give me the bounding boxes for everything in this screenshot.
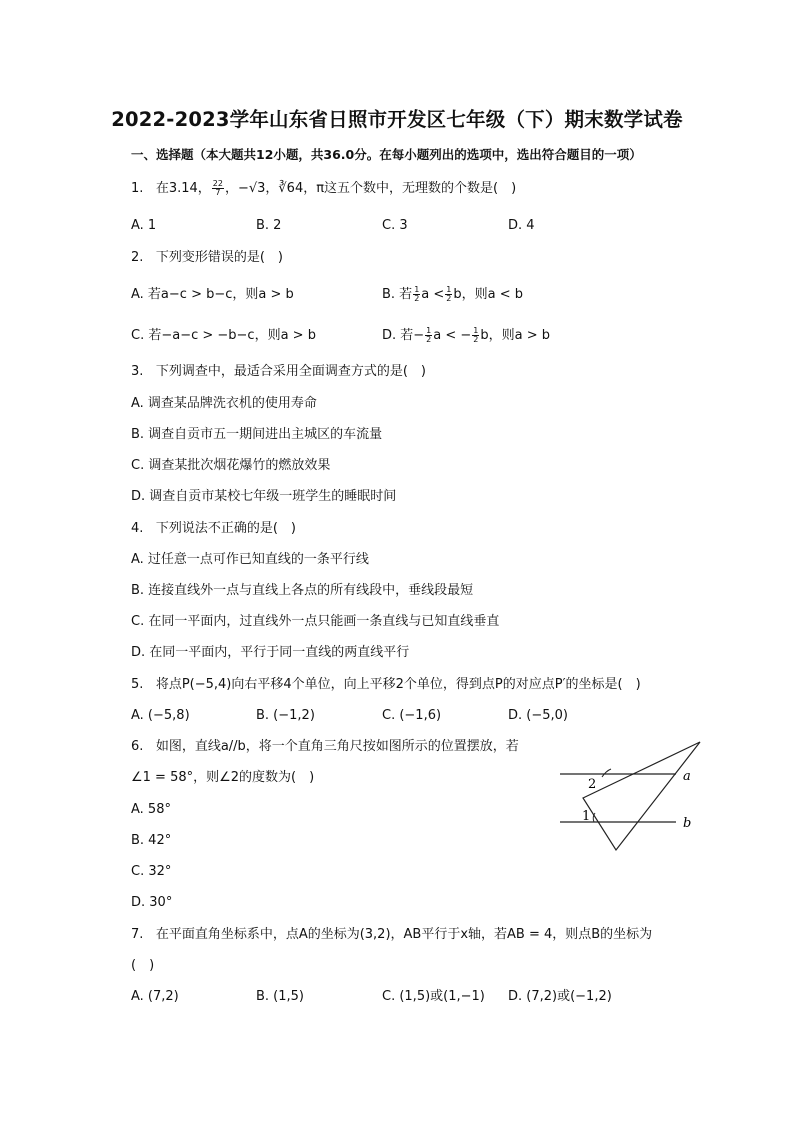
option-text-start: D. 若− bbox=[382, 328, 425, 343]
fraction-denominator: 2 bbox=[426, 335, 432, 344]
angle-2-label: 2 bbox=[588, 777, 597, 792]
q4-option-c[interactable]: C. 在同一平面内，过直线外一点只能画一条直线与已知直线垂直 bbox=[131, 614, 500, 629]
fraction-denominator: 2 bbox=[446, 294, 452, 303]
fraction-numerator: 1 bbox=[426, 326, 432, 335]
question-number: 1. bbox=[131, 181, 144, 196]
fraction-half bbox=[445, 286, 452, 303]
option-text-mid: a < − bbox=[433, 328, 472, 343]
question-text-start: 在3.14， bbox=[155, 181, 211, 196]
question-text: 下列说法不正确的是( ) bbox=[155, 521, 296, 536]
q1-option-c[interactable]: C. 3 bbox=[382, 218, 408, 233]
question-4 bbox=[131, 520, 296, 538]
q2-option-d[interactable] bbox=[382, 327, 550, 345]
q3-option-c[interactable]: C. 调查某批次烟花爆竹的燃放效果 bbox=[131, 458, 331, 473]
right-triangle bbox=[583, 742, 700, 850]
question-3 bbox=[131, 363, 426, 381]
question-text: 下列调查中，最适合采用全面调查方式的是( ) bbox=[155, 364, 426, 379]
q7-option-d[interactable]: D. (7,2)或(−1,2) bbox=[508, 989, 612, 1004]
fraction-denominator: 2 bbox=[414, 294, 420, 303]
parallel-lines-triangle-figure bbox=[556, 738, 706, 856]
line-b-label: b bbox=[683, 816, 692, 831]
question-text-line1: 如图，直线a//b，将一个直角三角尺按如图所示的位置摆放，若 bbox=[155, 739, 519, 754]
line-a-label: a bbox=[683, 769, 691, 784]
question-number: 3. bbox=[131, 364, 144, 379]
fraction-half bbox=[472, 327, 479, 344]
q3-option-b[interactable]: B. 调查自贡市五一期间进出主城区的车流量 bbox=[131, 427, 383, 442]
question-number: 4. bbox=[131, 521, 144, 536]
angle-1-label: 1 bbox=[582, 809, 591, 824]
option-text-mid: a < bbox=[421, 287, 445, 302]
q5-option-a[interactable]: A. (−5,8) bbox=[131, 708, 190, 723]
question-text: 下列变形错误的是( ) bbox=[155, 250, 283, 265]
fraction-denominator: 2 bbox=[473, 335, 479, 344]
q1-option-d[interactable]: D. 4 bbox=[508, 218, 535, 233]
question-7 bbox=[131, 926, 652, 944]
q1-option-b[interactable]: B. 2 bbox=[256, 218, 282, 233]
question-number: 5. bbox=[131, 677, 144, 692]
question-2 bbox=[131, 249, 283, 267]
option-text-end: b，则a < b bbox=[453, 287, 524, 302]
q3-option-a[interactable]: A. 调查某品牌洗衣机的使用寿命 bbox=[131, 396, 317, 411]
q7-option-c[interactable]: C. (1,5)或(1,−1) bbox=[382, 989, 485, 1004]
q2-option-c[interactable]: C. 若−a−c > −b−c，则a > b bbox=[131, 328, 316, 343]
fraction-half bbox=[425, 327, 432, 344]
q7-option-a[interactable]: A. (7,2) bbox=[131, 989, 179, 1004]
page-title: 2022-2023学年山东省日照市开发区七年级（下）期末数学试卷 bbox=[111, 108, 683, 131]
q4-option-b[interactable]: B. 连接直线外一点与直线上各点的所有线段中，垂线段最短 bbox=[131, 583, 474, 598]
q5-option-c[interactable]: C. (−1,6) bbox=[382, 708, 442, 723]
fraction-numerator: 22 bbox=[212, 179, 223, 188]
q4-option-a[interactable]: A. 过任意一点可作已知直线的一条平行线 bbox=[131, 552, 369, 567]
q4-option-d[interactable]: D. 在同一平面内，平行于同一直线的两直线平行 bbox=[131, 645, 410, 660]
fraction-22-7 bbox=[212, 180, 224, 197]
q1-option-a[interactable]: A. 1 bbox=[131, 218, 157, 233]
fraction-denominator: 7 bbox=[215, 188, 221, 197]
question-6 bbox=[131, 738, 519, 756]
question-number: 2. bbox=[131, 250, 144, 265]
q6-option-c[interactable]: C. 32° bbox=[131, 864, 172, 879]
question-6-line2: ∠1 = 58°，则∠2的度数为( ) bbox=[131, 770, 315, 785]
question-1 bbox=[131, 180, 516, 198]
q5-option-d[interactable]: D. (−5,0) bbox=[508, 708, 568, 723]
q5-option-b[interactable]: B. (−1,2) bbox=[256, 708, 315, 723]
option-text-end: b，则a > b bbox=[480, 328, 551, 343]
section-heading: 一、选择题（本大题共12小题，共36.0分。在每小题列出的选项中，选出符合题目的一项） bbox=[131, 147, 642, 162]
question-text: 将点P(−5,4)向右平移4个单位，向上平移2个单位，得到点P的对应点P′的坐标是( ) bbox=[155, 677, 641, 692]
question-7-line2: ( ) bbox=[131, 958, 155, 973]
q3-option-d[interactable]: D. 调查自贡市某校七年级一班学生的睡眠时间 bbox=[131, 489, 397, 504]
question-number: 7. bbox=[131, 927, 144, 942]
angle-2-arc bbox=[602, 769, 611, 777]
fraction-half bbox=[413, 286, 420, 303]
q6-option-a[interactable]: A. 58° bbox=[131, 802, 171, 817]
option-text-start: B. 若 bbox=[382, 287, 413, 302]
question-text-end: ，−√3，∛64，π这五个数中，无理数的个数是( ) bbox=[224, 181, 517, 196]
q6-option-d[interactable]: D. 30° bbox=[131, 895, 173, 910]
question-5 bbox=[131, 676, 641, 694]
fraction-numerator: 1 bbox=[446, 285, 452, 294]
fraction-numerator: 1 bbox=[473, 326, 479, 335]
fraction-numerator: 1 bbox=[414, 285, 420, 294]
q6-option-b[interactable]: B. 42° bbox=[131, 833, 172, 848]
q7-option-b[interactable]: B. (1,5) bbox=[256, 989, 305, 1004]
question-text-line1: 在平面直角坐标系中，点A的坐标为(3,2)，AB平行于x轴，若AB = 4，则点B的坐标为 bbox=[155, 927, 653, 942]
question-number: 6. bbox=[131, 739, 144, 754]
q2-option-b[interactable] bbox=[382, 286, 523, 304]
q2-option-a[interactable]: A. 若a−c > b−c，则a > b bbox=[131, 287, 294, 302]
